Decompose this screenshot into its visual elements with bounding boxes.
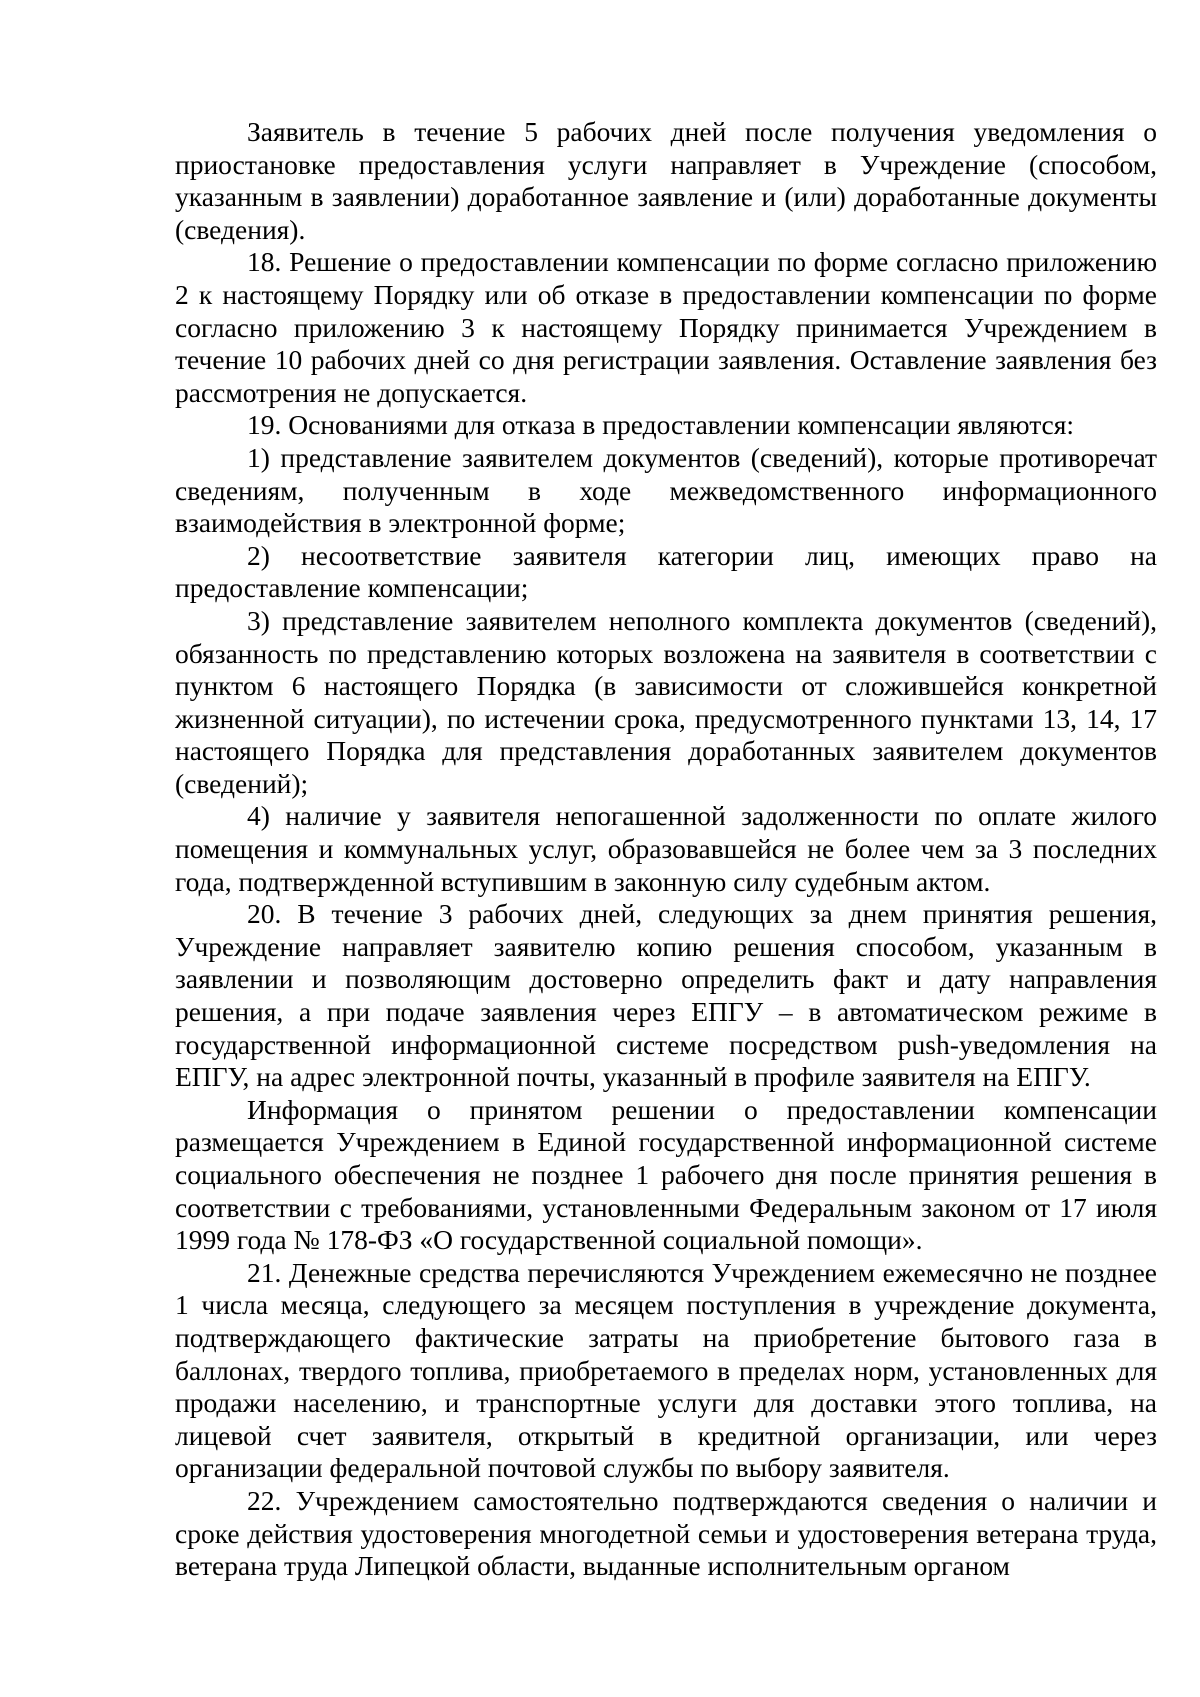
document-page	[175, 116, 1157, 1583]
paragraph-19-item-2: 2) несоответствие заявителя категории лиц, имеющих право на предоставление компенсации;	[175, 539, 1157, 604]
paragraph-20-information: Информация о принятом решении о предоставлении компенсации размещается Учреждением в Единой государственной информационной системе социального обеспечения не позднее 1 рабочего дня после принятия решения в соответствии с требованиями, установленными Федеральным законом от 17 июля 1999 года № 178-ФЗ «О государственной социальной помощи».	[175, 1093, 1157, 1256]
paragraph-19-item-3: 3) представление заявителем неполного комплекта документов (сведений), обязанность по представлению которых возложена на заявителя в соответствии с пунктом 6 настоящего Порядка (в зависимости от сложившейся конкретной жизненной ситуации), по истечении срока, предусмотренного пунктами 13, 14, 17 настоящего Порядка для представления доработанных заявителем документов (сведений);	[175, 604, 1157, 799]
paragraph-19-item-4: 4) наличие у заявителя непогашенной задолженности по оплате жилого помещения и коммунальных услуг, образовавшейся не более чем за 3 последних года, подтвержденной вступившим в законную силу судебным актом.	[175, 800, 1157, 897]
paragraph-applicant-resubmission: Заявитель в течение 5 рабочих дней после получения уведомления о приостановке предоставления услуги направляет в Учреждение (способом, указанным в заявлении) доработанное заявление и (или) доработанные документы (сведения).	[175, 116, 1157, 245]
paragraph-22-verification: 22. Учреждением самостоятельно подтверждаются сведения о наличии и сроке действия удостоверения многодетной семьи и удостоверения ветерана труда, ветерана труда Липецкой области, выданные исполнительным органом	[175, 1484, 1157, 1582]
paragraph-18-decision: 18. Решение о предоставлении компенсации по форме согласно приложению 2 к настоящему Порядку или об отказе в предоставлении компенсации по форме согласно приложению 3 к настоящему Порядку принимается Учреждением в течение 10 рабочих дней со дня регистрации заявления. Оставление заявления без рассмотрения не допускается.	[175, 246, 1157, 408]
paragraph-20-notification: 20. В течение 3 рабочих дней, следующих за днем принятия решения, Учреждение направляет заявителю копию решения способом, указанным в заявлении и позволяющим достоверно определить факт и дату направления решения, а при подаче заявления через ЕПГУ – в автоматическом режиме в государственной информационной системе посредством push-уведомления на ЕПГУ, на адрес электронной почты, указанный в профиле заявителя на ЕПГУ.	[175, 898, 1157, 1093]
paragraph-19-refusal-grounds: 19. Основаниями для отказа в предоставлении компенсации являются:	[247, 409, 1075, 441]
paragraph-21-payment: 21. Денежные средства перечисляются Учреждением ежемесячно не позднее 1 числа месяца, следующего за месяцем поступления в учреждение документа, подтверждающего фактические затраты на приобретение бытового газа в баллонах, твердого топлива, приобретаемого в пределах норм, установленных для продажи населению, и транспортные услуги для доставки этого топлива, на лицевой счет заявителя, открытый в кредитной организации, или через организации федеральной почтовой службы по выбору заявителя.	[175, 1256, 1157, 1484]
paragraph-19-item-1: 1) представление заявителем документов (сведений), которые противоречат сведениям, полученным в ходе межведомственного информационного взаимодействия в электронной форме;	[175, 441, 1157, 539]
